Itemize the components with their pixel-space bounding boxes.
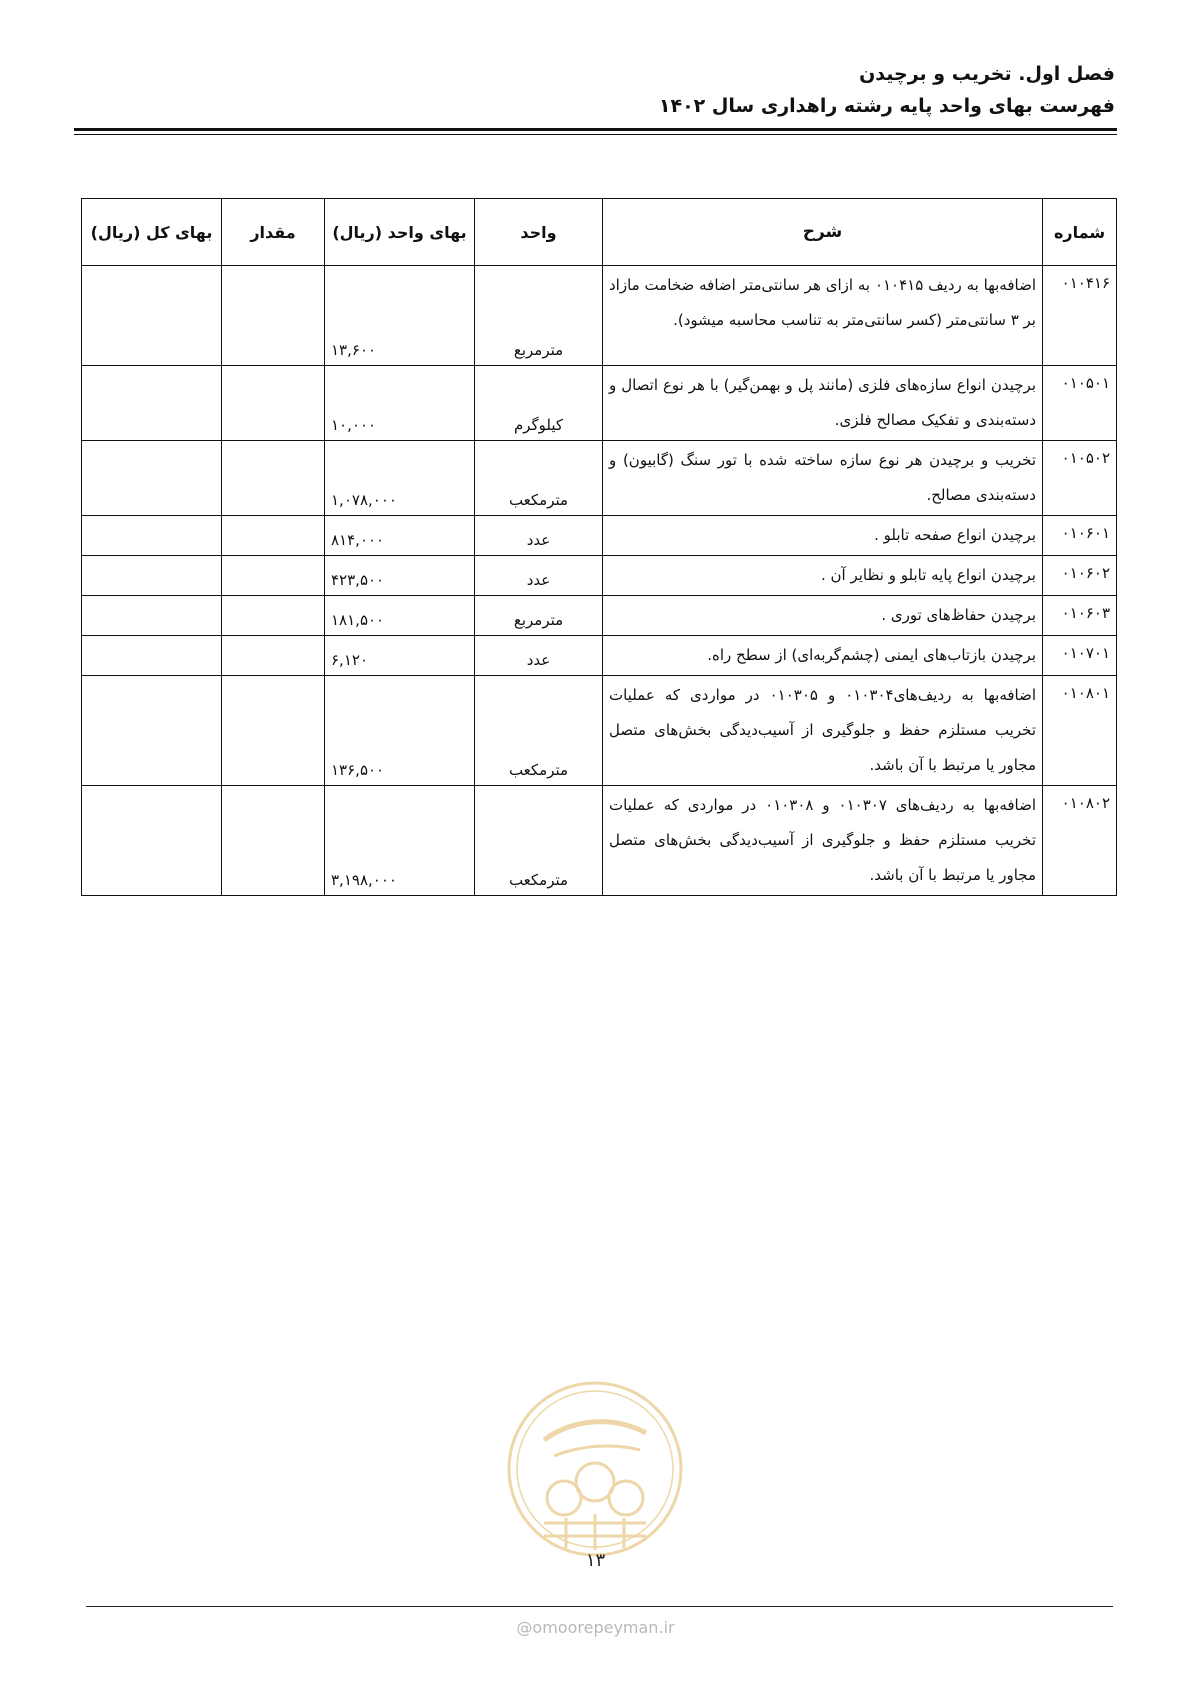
price-list-table — [81, 198, 1117, 896]
table-row — [82, 676, 1117, 786]
col-header-description: شرح — [603, 199, 1043, 266]
col-header-total: بهای کل (ریال) — [82, 199, 222, 266]
website-watermark: @omoorepeyman.ir — [516, 1618, 675, 1637]
header-rule-thick — [74, 128, 1117, 131]
cell-quantity — [222, 556, 325, 596]
cell-code: ۰۱۰۸۰۱ — [1043, 676, 1117, 786]
cell-quantity — [222, 366, 325, 441]
table-header-row — [82, 199, 1117, 266]
cell-code: ۰۱۰۴۱۶ — [1043, 266, 1117, 366]
cell-total — [82, 516, 222, 556]
cell-description: اضافه‌بها به ردیف‌های۰۱۰۳۰۴ و ۰۱۰۳۰۵ در مواردی که عملیات تخریب مستلزم حفظ و جلوگیری از آسیب‌دیدگی بخش‌های متصل مجاور یا مرتبط با آن باشد. — [603, 676, 1043, 786]
table-row — [82, 596, 1117, 636]
table-row — [82, 441, 1117, 516]
cell-unit: عدد — [475, 556, 603, 596]
cell-code: ۰۱۰۵۰۱ — [1043, 366, 1117, 441]
cell-description: برچیدن انواع صفحه تابلو . — [603, 516, 1043, 556]
cell-unit-price: ۱۳۶,۵۰۰ — [325, 676, 475, 786]
cell-quantity — [222, 441, 325, 516]
cell-code: ۰۱۰۶۰۳ — [1043, 596, 1117, 636]
cell-unit-price: ۶,۱۲۰ — [325, 636, 475, 676]
table-row — [82, 786, 1117, 896]
chapter-title: فصل اول. تخریب و برچیدن — [859, 63, 1115, 85]
cell-quantity — [222, 596, 325, 636]
cell-description: برچیدن بازتاب‌های ایمنی (چشم‌گربه‌ای) از سطح راه. — [603, 636, 1043, 676]
cell-unit: مترمکعب — [475, 676, 603, 786]
cell-unit-price: ۱۰,۰۰۰ — [325, 366, 475, 441]
cell-unit: مترمکعب — [475, 786, 603, 896]
cell-unit: مترمربع — [475, 266, 603, 366]
table-body — [82, 266, 1117, 896]
cell-code: ۰۱۰۶۰۱ — [1043, 516, 1117, 556]
cell-unit-price: ۳,۱۹۸,۰۰۰ — [325, 786, 475, 896]
cell-quantity — [222, 266, 325, 366]
col-header-unit: واحد — [475, 199, 603, 266]
cell-unit: مترمربع — [475, 596, 603, 636]
table-row — [82, 636, 1117, 676]
header-rule-thin — [74, 134, 1117, 135]
cell-description: برچیدن انواع پایه تابلو و نظایر آن . — [603, 556, 1043, 596]
footer-rule — [86, 1606, 1113, 1607]
cell-unit-price: ۱۸۱,۵۰۰ — [325, 596, 475, 636]
cell-description: برچیدن حفاظ‌های توری . — [603, 596, 1043, 636]
col-header-quantity: مقدار — [222, 199, 325, 266]
cell-description: تخریب و برچیدن هر نوع سازه ساخته شده با تور سنگ (گابیون) و دسته‌بندی مصالح. — [603, 441, 1043, 516]
cell-quantity — [222, 676, 325, 786]
cell-unit-price: ۱,۰۷۸,۰۰۰ — [325, 441, 475, 516]
cell-unit: عدد — [475, 516, 603, 556]
cell-unit-price: ۴۲۳,۵۰۰ — [325, 556, 475, 596]
cell-total — [82, 596, 222, 636]
cell-description: اضافه‌بها به ردیف ۰۱۰۴۱۵ به ازای هر سانتی‌متر اضافه ضخامت مازاد بر ۳ سانتی‌متر (کسر سانتی‌متر به تناسب محاسبه میشود). — [603, 266, 1043, 366]
page-header — [76, 58, 1115, 122]
cell-total — [82, 786, 222, 896]
cell-quantity — [222, 786, 325, 896]
page-number: ۱۳ — [585, 1550, 606, 1571]
table-row — [82, 556, 1117, 596]
table-row — [82, 266, 1117, 366]
cell-unit: عدد — [475, 636, 603, 676]
cell-unit: کیلوگرم — [475, 366, 603, 441]
col-header-unit-price: بهای واحد (ریال) — [325, 199, 475, 266]
cell-description: اضافه‌بها به ردیف‌های ۰۱۰۳۰۷ و ۰۱۰۳۰۸ در مواردی که عملیات تخریب مستلزم حفظ و جلوگیری از آسیب‌دیدگی بخش‌های متصل مجاور یا مرتبط با آن باشد. — [603, 786, 1043, 896]
cell-unit: مترمکعب — [475, 441, 603, 516]
cell-description: برچیدن انواع سازه‌های فلزی (مانند پل و بهمن‌گیر) با هر نوع اتصال و دسته‌بندی و تفکیک مصالح فلزی. — [603, 366, 1043, 441]
cell-code: ۰۱۰۸۰۲ — [1043, 786, 1117, 896]
cell-unit-price: ۱۳,۶۰۰ — [325, 266, 475, 366]
cell-total — [82, 676, 222, 786]
table-row — [82, 516, 1117, 556]
col-header-code: شماره — [1043, 199, 1117, 266]
watermark-logo-icon — [504, 1378, 686, 1560]
cell-total — [82, 556, 222, 596]
cell-code: ۰۱۰۵۰۲ — [1043, 441, 1117, 516]
document-subtitle: فهرست بهای واحد پایه رشته راهداری سال ۱۴۰۲ — [658, 95, 1115, 117]
cell-total — [82, 636, 222, 676]
cell-quantity — [222, 636, 325, 676]
cell-code: ۰۱۰۶۰۲ — [1043, 556, 1117, 596]
table-row — [82, 366, 1117, 441]
cell-total — [82, 366, 222, 441]
cell-unit-price: ۸۱۴,۰۰۰ — [325, 516, 475, 556]
cell-total — [82, 266, 222, 366]
cell-quantity — [222, 516, 325, 556]
cell-code: ۰۱۰۷۰۱ — [1043, 636, 1117, 676]
cell-total — [82, 441, 222, 516]
